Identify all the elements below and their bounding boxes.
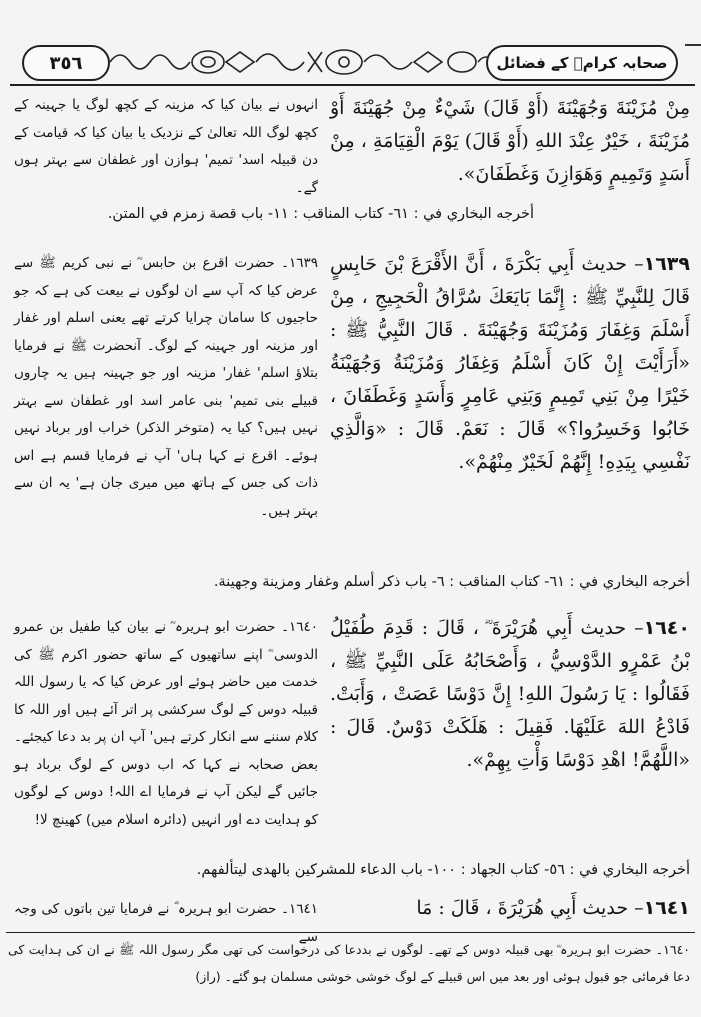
source-reference-1: أخرجه البخاري في : ٦١- كتاب المناقب : ١١- باب قصة زمزم في المتن. — [107, 206, 534, 222]
footnote-rule — [6, 932, 695, 933]
header-ornament — [108, 44, 494, 80]
hadith-text: – حديث أَبِي هُرَيْرَةَ ؓ ، قَالَ : قَدِمَ طُفَيْلُ بْنُ عَمْرٍو الدَّوْسِيُّ ، وَأَصْحَابُهُ عَلَى النَّبِيِّ ﷺ ، فَقَالُوا : يَا رَسُولَ اللهِ! إِنَّ دَوْسًا عَصَتْ ، وَأَبَتْ. فَادْعُ اللهَ عَلَيْهَا. فَقِيلَ : هَلَكَتْ دَوْسٌ. قَالَ : «اللَّهُمَّ! اهْدِ دَوْسًا وَأْتِ بِهِمْ». — [330, 617, 690, 771]
hadith-number: ١٦٣٩ — [643, 253, 690, 275]
hadith-number: ١٦٤٠ — [643, 617, 690, 639]
running-title: صحابہ کرامؓ کے فضائل — [486, 45, 678, 81]
hadith-1640-arabic — [330, 612, 690, 852]
edge-mark — [685, 44, 701, 46]
source-reference-3: أخرجه البخاري في : ٥٦- كتاب الجهاد : ١٠٠- باب الدعاء للمشركين بالهدى ليتألفهم. — [196, 862, 690, 878]
hadith-1639-arabic — [330, 248, 690, 578]
header-rule — [10, 84, 695, 86]
page-header — [8, 40, 692, 84]
hadith-1639-urdu: ١٦٣٩۔ حضرت اقرع بن حابس ؓ نے نبی کریم ﷺ سے عرض کیا کہ آپ سے ان لوگوں نے بیعت کی ہے کہ جو حاجیوں کا سامان چرایا کرتے تھے یعنی اسلم اور غفار اور مزینہ اور جہینہ کے لوگ۔ آنحضرت ﷺ نے فرمایا بتلاؤ اسلم' غفار' مزینہ اور جو جہینہ ہیں یہ چاروں قبیلے بنی تمیم' بنی عامر اسد اور غطفان سے بہتر نہیں ہیں؟ کیا یہ (متوخر الذکر) خراب اور برباد نہیں ہوئے۔ اقرع نے کہا ہاں' آپ نے فرمایا قسم ہے اس ذات کی جس کے ہاتھ میں میری جان ہے' یہ ان سے بہتر ہیں۔ — [14, 255, 318, 519]
page-number: ٣٥٦ — [22, 45, 110, 81]
hadith-urdu-continuation: انہوں نے بیان کیا کہ مزینہ کے کچھ لوگ یا جہینہ کے کچھ لوگ اللہ تعالیٰ کے نزدیک یا بیان کیا کہ قیامت کے دن قبیلہ اسد' تمیم' ہوازن اور غطفان سے بہتر ہوں گے۔ — [14, 97, 318, 196]
footnote: ١٦٤٠۔ حضرت ابو ہریرہ ؓ بھی قبیلہ دوس کے تھے۔ لوگوں نے بددعا کی درخواست کی تھی مگر رسول اللہ ﷺ نے ان کی ہدایت کی دعا فرمائی جو قبول ہوئی اور بعد میں اس قبیلے کے لوگ خوشی خوشی مسلمان ہو گئے۔ (راز) — [8, 942, 690, 984]
hadith-1641-arabic — [330, 892, 690, 926]
hadith-number: ١٦٤١ — [643, 897, 690, 919]
hadith-text: – حديث أَبِي هُرَيْرَةَ ، قَالَ : مَا — [416, 897, 644, 919]
hadith-arabic-continuation: مِنْ مُزَيْنَةَ وَجُهَيْنَةَ (أَوْ قَالَ) شَيْءٌ مِنْ جُهَيْنَةَ أَوْ مُزَيْنَةَ ، خَيْرٌ عِنْدَ اللهِ (أَوْ قَالَ) يَوْمَ الْقِيَامَةِ ، مِنْ أَسَدٍ وَتَمِيمٍ وَهَوَازِنَ وَغَطَفَانَ». — [330, 97, 690, 185]
hadith-1641-urdu: ١٦٤١۔ حضرت ابو ہریرہ ؓ نے فرمایا تین باتوں کی وجہ سے — [14, 901, 318, 945]
hadith-text: – حديث أَبِي بَكْرَةَ ، أَنَّ الأَقْرَعَ بْنَ حَابِسٍ قَالَ لِلنَّبِيِّ ﷺ : إِنَّمَا بَايَعَكَ سُرَّاقُ الْحَجِيجِ ، مِنْ أَسْلَمَ وَغِفَارَ وَمُزَيْنَةَ وَجُهَيْنَةَ . قَالَ النَّبِيُّ ﷺ : «أَرَأَيْتَ إِنْ كَانَ أَسْلَمُ وَغِفَارُ وَمُزَيْنَةُ وَجُهَيْنَةُ خَيْرًا مِنْ بَنِي تَمِيمٍ وَبَنِي عَامِرٍ وَأَسَدٍ وَغَطَفَانَ ، خَابُوا وَخَسِرُوا؟» قَالَ : نَعَمْ. قَالَ : «وَالَّذِي نَفْسِي بِيَدِهِ! إِنَّهُمْ لَخَيْرٌ مِنْهُمْ». — [330, 253, 690, 473]
source-reference-2: أخرجه البخاري في : ٦١- كتاب المناقب : ٦- باب ذكر أسلم وغفار ومزينة وجهينة. — [213, 574, 690, 590]
hadith-1640-urdu: ١٦٤٠۔ حضرت ابو ہریرہ ؓ نے بیان کیا طفیل بن عمرو الدوسی ؓ اپنے ساتھیوں کے ساتھ حضور اکرم ﷺ کی خدمت میں حاضر ہوئے اور عرض کیا کہ یا رسول اللہ قبیلہ دوس کے لوگ سرکشی پر اتر آئے ہیں اور اللہ کا کلام سننے سے انکار کرتے ہیں' آپ ان پر بد دعا کیجئے۔ بعض صحابہ نے کہا کہ اب دوس کے لوگ برباد ہو جائیں گے لیکن آپ نے فرمایا اے اللہ! دوس کے لوگوں کو ہدایت دے اور انہیں (دائرہ اسلام میں) کھینچ لا! — [14, 619, 318, 828]
